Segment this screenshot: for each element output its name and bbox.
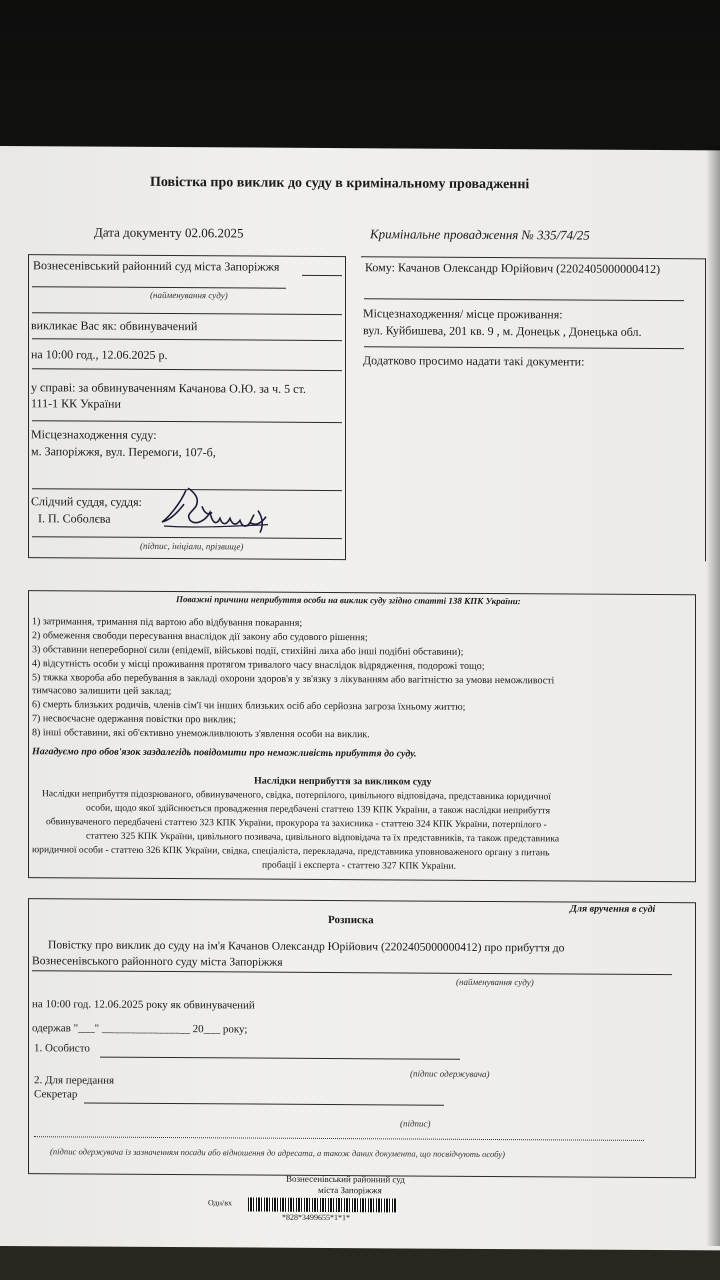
reasons-title: Поважні причини неприбуття особи на виклик суду згідно статті 138 КПК України: <box>176 594 521 607</box>
summons-role: викликає Вас як: обвинувачений <box>31 318 198 334</box>
consequences-5: юридичної особи - статтею 326 КПК України, свідка, спеціаліста, перекладача, представника уповноваженого органу з питань <box>32 844 550 859</box>
receipt-personal: 1. Особисто <box>34 1042 90 1055</box>
judge-signature <box>150 482 275 543</box>
receipt-line-1: Повістку про виклик до суду на ім'я Качанов Олександр Юрійович (2202405000000412) про прибуття до <box>48 938 565 955</box>
reason-1: 1) затримання, тримання під вартою або відбування покарання; <box>32 616 303 629</box>
judge-name: І. П. Соболєва <box>38 511 111 526</box>
court-location-label: Місцезнаходження суду: <box>31 427 157 442</box>
court-stamp-line-2: міста Запоріжжя <box>318 1184 382 1196</box>
consequences-6: пробації і експерта - статтею 327 КПК України. <box>262 859 457 872</box>
receipt-received: одержав "___" ________________ 20___ року; <box>32 1022 248 1036</box>
receipt-secretary: Секретар <box>34 1088 78 1101</box>
consequences-4: статтею 325 КПК України, цивільного позивача, цивільного відповідача та їх представників, та також представника <box>86 830 560 845</box>
residence-label: Місцезнаходження/ місце проживання: <box>363 306 563 322</box>
barcode <box>248 1198 396 1213</box>
reason-2: 2) обмеження свободи пересування внаслідок дії закону або судового рішення; <box>32 630 368 644</box>
receipt-for-transfer: 2. Для передання <box>34 1074 115 1087</box>
court-name: Вознесенівський районний суд міста Запоріжжя <box>33 258 280 274</box>
right-info-box <box>361 256 706 561</box>
document-title: Повістка про виклик до суду в кримінальному провадженні <box>150 174 530 193</box>
copy-label: Одн/вх <box>208 1198 233 1208</box>
secretary-signature-caption: (підпис) <box>400 1118 431 1129</box>
reason-4: 4) відсутність особи у місці проживання протягом тривалого часу внаслідок відрядження, подорожі тощо; <box>32 658 485 672</box>
receipt-court-caption: (найменування суду) <box>456 976 534 988</box>
summons-document <box>0 146 720 1250</box>
recipient: Кому: Качанов Олександр Юрійович (2202405000000412) <box>365 260 661 277</box>
for-court-delivery: Для вручення в суді <box>570 903 656 916</box>
additional-documents: Додатково просимо надати такі документи: <box>363 353 585 369</box>
document-date: Дата документу 02.06.2025 <box>94 224 244 241</box>
reason-5-cont: тимчасово залишити цей заклад; <box>32 685 172 698</box>
judge-label: Слідчий суддя, суддя: <box>31 494 142 509</box>
page-edge-shadow <box>706 146 720 1246</box>
consequences-title: Наслідки неприбуття за викликом суду <box>254 775 432 788</box>
reason-5: 5) тяжка хвороба або перебування в закладі охорони здоров'я у зв'язку з лікуванням або вагітністю за умови неможливості <box>32 672 555 687</box>
court-name-caption: (найменування суду) <box>150 289 228 301</box>
receipt-line-2: Вознесенівського районного суду міста Запоріжжя <box>32 954 283 969</box>
consequences-2: особи, щодо якої здійснюється провадження передбачені статтею 139 КПК України, а також наслідки неприбуття <box>86 802 550 817</box>
reason-3: 3) обставини непереборної сили (епідемії, військові події, стихійні лиха або інші подібні обставини); <box>32 644 464 658</box>
bottom-caption: (підпис одержувача із зазначенням посади або відношення до адресата, а також даних документа, що посвідчують особу) <box>50 1146 506 1160</box>
consequences-1: Наслідки неприбуття підозрюваного, обвинуваченого, свідка, потерпілого, цивільного відповідача, представника юридичної <box>42 788 551 803</box>
reason-8: 8) інші обставини, які об'єктивно унеможливлюють з'явлення особи на виклик. <box>32 727 370 741</box>
case-description-cont: 111-1 КК України <box>31 396 121 411</box>
reason-7: 7) несвоєчасне одержання повістки про виклик; <box>32 713 236 726</box>
reason-6: 6) смерть близьких родичів, членів сім'ї чи інших близьких осіб або серйозна загроза їхньому життю; <box>32 699 466 713</box>
receipt-title: Розписка <box>328 914 374 927</box>
recipient-signature-caption: (підпис одержувача) <box>410 1068 490 1079</box>
case-description: у справі: за обвинуваченням Качанова О.Ю. за ч. 5 ст. <box>31 380 306 396</box>
residence-address: вул. Куйбишева, 201 кв. 9 , м. Донецьк , Донецька обл. <box>363 323 642 339</box>
consequences-3: обвинуваченого передбачені статтею 323 КПК України, прокурора та захисника - статтею 324 КПК України, потерпілого - <box>46 816 547 831</box>
judge-caption: (підпис, ініціали, прізвище) <box>140 540 244 552</box>
reminder: Нагадуємо про обов'язок заздалегідь повідомити про неможливість прибуття до суду. <box>32 746 417 760</box>
barcode-text: *828*3499655*1*1* <box>282 1212 350 1223</box>
court-stamp-line-1: Вознесенівський районний суд <box>286 1173 405 1185</box>
appearance-datetime: на 10:00 год., 12.06.2025 р. <box>31 347 168 363</box>
court-address: м. Запоріжжя, вул. Перемоги, 107-б, <box>31 444 216 460</box>
receipt-time: на 10:00 год. 12.06.2025 року як обвинувачений <box>32 998 255 1012</box>
case-number: Кримінальне провадження № 335/74/25 <box>370 226 590 243</box>
